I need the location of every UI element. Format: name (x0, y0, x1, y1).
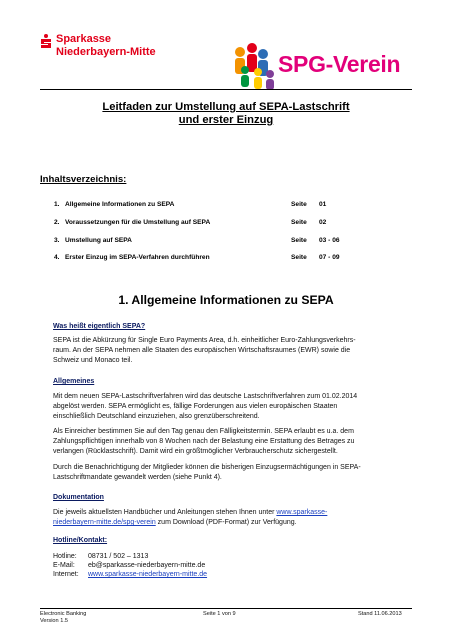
contact-row-hotline (53, 552, 207, 561)
spg-verein-logo (230, 40, 420, 92)
text-line: Zahlungspflichtigen innerhalb von 8 Wochen nach der Belastung eine Erstattung des Betrages zu (53, 438, 355, 445)
toc-item-seite: Seite (291, 201, 307, 208)
text-line: Mit dem neuen SEPA-Lastschriftverfahren wird das deutsche Lastschriftverfahren zum 01.02.2014 (53, 393, 358, 400)
sparkasse-logo (40, 32, 160, 72)
text-line: verlangen (Rücklastschrift). Damit wird ein größtmöglicher Verbraucherschutz sichergestellt. (53, 448, 338, 455)
contact-block (53, 552, 207, 579)
doc-text: Die jeweils aktuellsten Handbücher und Anleitungen stehen Ihnen unter (53, 509, 277, 516)
text-line: Schweiz und Monaco teil. (53, 357, 133, 364)
text-line: raum. An der SEPA nehmen alle Staaten des europäischen Wirtschaftsraumes (EWR) sowie die (53, 347, 351, 354)
toc-item-number: 2. (54, 219, 60, 226)
website-link[interactable]: www.sparkasse-niederbayern-mitte.de (88, 571, 208, 578)
toc-item-pages: 07 - 09 (319, 254, 340, 261)
spg-verein-logo-text: SPG-Verein (278, 51, 401, 77)
doc-link-part1[interactable]: www.sparkasse- (276, 509, 328, 516)
footer-page-number: Seite 1 von 9 (203, 611, 236, 617)
footer-divider (40, 608, 412, 609)
doc-link-part2[interactable]: niederbayern-mitte.de/spg-verein (53, 519, 156, 526)
toc-item-number: 4. (54, 254, 60, 261)
toc-item-number: 3. (54, 237, 60, 244)
documentation-heading: Dokumentation (53, 494, 104, 501)
toc-item (40, 254, 412, 264)
toc-item (40, 219, 412, 229)
bank-region: Niederbayern-Mitte (56, 46, 156, 58)
toc-item-seite: Seite (291, 237, 307, 244)
documentation-paragraph (53, 508, 327, 528)
text-line: Als Einreicher bestimmen Sie auf den Tag genau den Fälligkeitstermin. SEPA erlaubt es u.a. dem (53, 428, 354, 435)
toc-item-title: Allgemeine Informationen zu SEPA (65, 201, 175, 208)
sparkasse-s-icon (40, 34, 52, 48)
section-heading: 1. Allgemeine Informationen zu SEPA (118, 293, 334, 307)
general-heading: Allgemeines (53, 378, 95, 385)
document-title-line2: und erster Einzug (178, 114, 274, 126)
toc-item-title: Umstellung auf SEPA (65, 237, 132, 244)
footer-version: Version 1.5 (40, 618, 68, 624)
toc-item-title: Erster Einzug im SEPA-Verfahren durchführen (65, 254, 210, 261)
contact-label: Internet: (53, 571, 79, 578)
footer-left (40, 611, 86, 625)
text-line: SEPA ist die Abkürzung für Single Euro Payments Area, d.h. einheitlicher Euro-Zahlungsverkehrs- (53, 337, 356, 344)
contact-row-email (53, 561, 207, 570)
contact-label: Hotline: (53, 553, 77, 560)
toc-item (40, 237, 412, 247)
doc-text: zum Download (PDF-Format) zur Verfügung. (155, 519, 297, 526)
toc-heading: Inhaltsverzeichnis: (40, 174, 127, 185)
document-title-line1: Leitfaden zur Umstellung auf SEPA-Lastschrift (102, 101, 350, 113)
what-is-sepa-paragraph (53, 336, 356, 366)
toc-item-pages: 01 (319, 201, 327, 208)
toc-item-seite: Seite (291, 219, 307, 226)
email-address[interactable]: eb@sparkasse-niederbayern-mitte.de (88, 562, 206, 569)
footer-date: Stand 11.06.2013 (358, 611, 402, 617)
contact-label: E-Mail: (53, 562, 75, 569)
toc-item-title: Voraussetzungen für die Umstellung auf SEPA (65, 219, 211, 226)
toc-item-number: 1. (54, 201, 60, 208)
text-line: abgelöst werden. SEPA ermöglicht es, fällige Forderungen aus vielen europäischen Staaten (53, 403, 338, 410)
bank-name: Sparkasse (56, 33, 112, 45)
general-paragraph-2 (53, 427, 354, 457)
toc-item-seite: Seite (291, 254, 307, 261)
general-paragraph-3 (53, 463, 361, 483)
toc-item (40, 201, 412, 211)
contact-row-internet (53, 570, 207, 579)
what-is-sepa-heading: Was heißt eigentlich SEPA? (53, 323, 146, 330)
header-divider (40, 89, 412, 90)
hotline-number: 08731 / 502 – 1313 (88, 553, 149, 560)
general-paragraph-1 (53, 392, 357, 422)
footer-product: Electronic Banking (40, 611, 87, 617)
toc-item-pages: 02 (319, 219, 327, 226)
toc-item-pages: 03 - 06 (319, 237, 340, 244)
hotline-heading: Hotline/Kontakt: (53, 537, 108, 544)
text-line: Durch die Benachrichtigung der Mitglieder können die bisherigen Einzugsermächtigungen in SEPA- (53, 464, 361, 471)
people-group-icon (230, 40, 280, 92)
text-line: Lastschriftmandate gewandelt werden (siehe Punkt 4). (53, 474, 222, 481)
text-line: einschließlich Deutschland einzuziehen, also grenzüberschreitend. (53, 413, 260, 420)
